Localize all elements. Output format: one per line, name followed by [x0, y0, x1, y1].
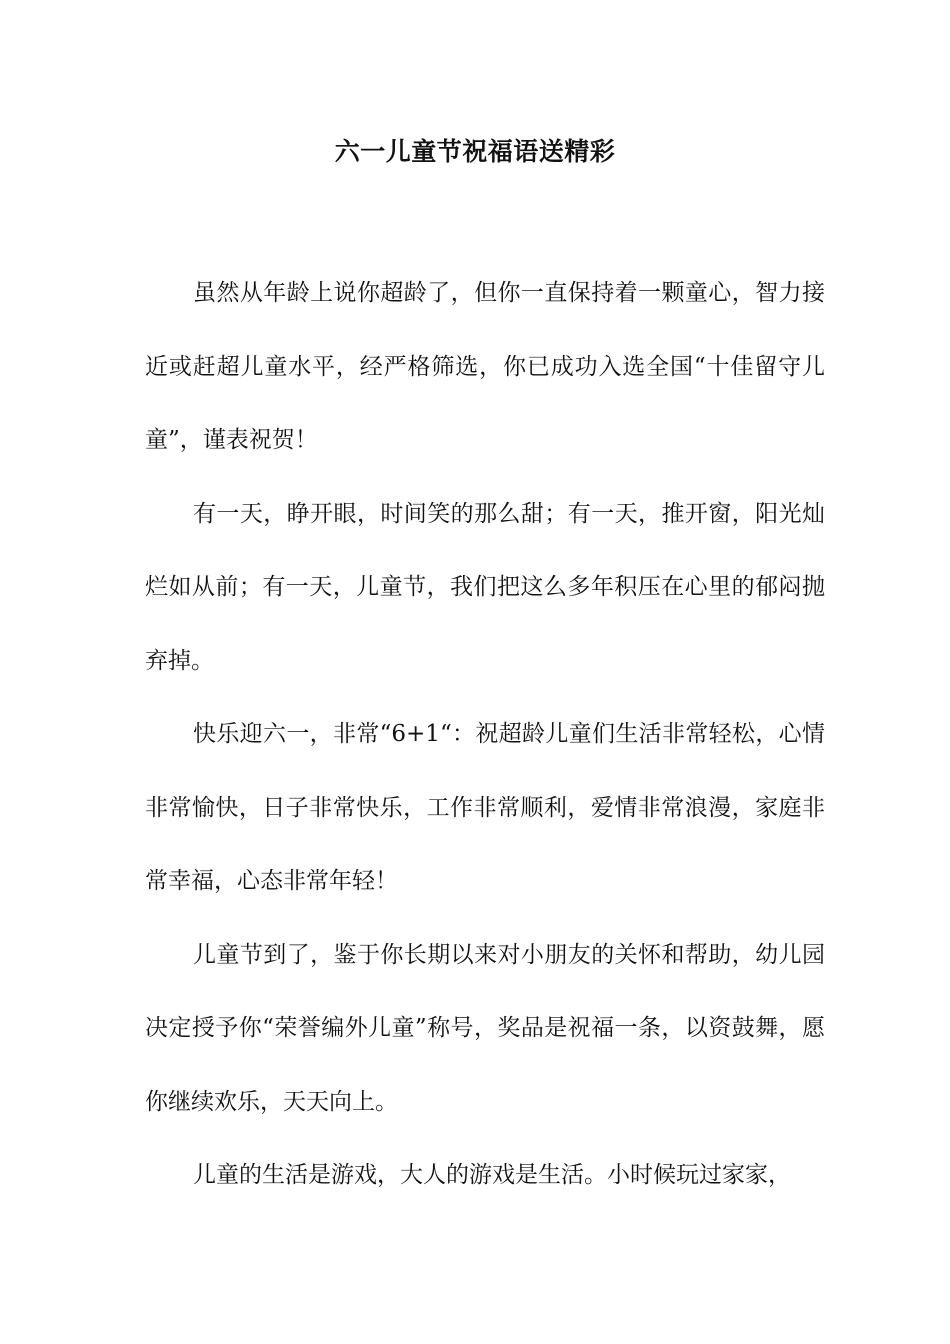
- paragraph-5: 儿童的生活是游戏，大人的游戏是生活。小时候玩过家家，: [193, 1162, 791, 1188]
- paragraph-2: 有一天，睁开眼，时间笑的那么甜；有一天，推开窗，阳光灿烂如从前；有一天，儿童节，我们把这么多年积压在心里的郁闷抛弃掉。: [145, 500, 825, 674]
- paragraph-3: 快乐迎六一，非常“6+1“：祝超龄儿童们生活非常轻松，心情非常愉快，日子非常快乐，工作非常顺利，爱情非常浪漫，家庭非常幸福，心态非常年轻！: [145, 721, 825, 894]
- document-body: [145, 257, 825, 1213]
- paragraph-1: 虽然从年龄上说你超龄了，但你一直保持着一颗童心，智力接近或赶超儿童水平，经严格筛选，你已成功入选全国“十佳留守儿童”，谨表祝贺！: [145, 280, 825, 453]
- paragraph-4: 儿童节到了，鉴于你长期以来对小朋友的关怀和帮助，幼儿园决定授予你“荣誉编外儿童”称号，奖品是祝福一条，以资鼓舞，愿你继续欢乐，天天向上。: [145, 941, 825, 1115]
- document-title: 六一儿童节祝福语送精彩: [334, 137, 616, 166]
